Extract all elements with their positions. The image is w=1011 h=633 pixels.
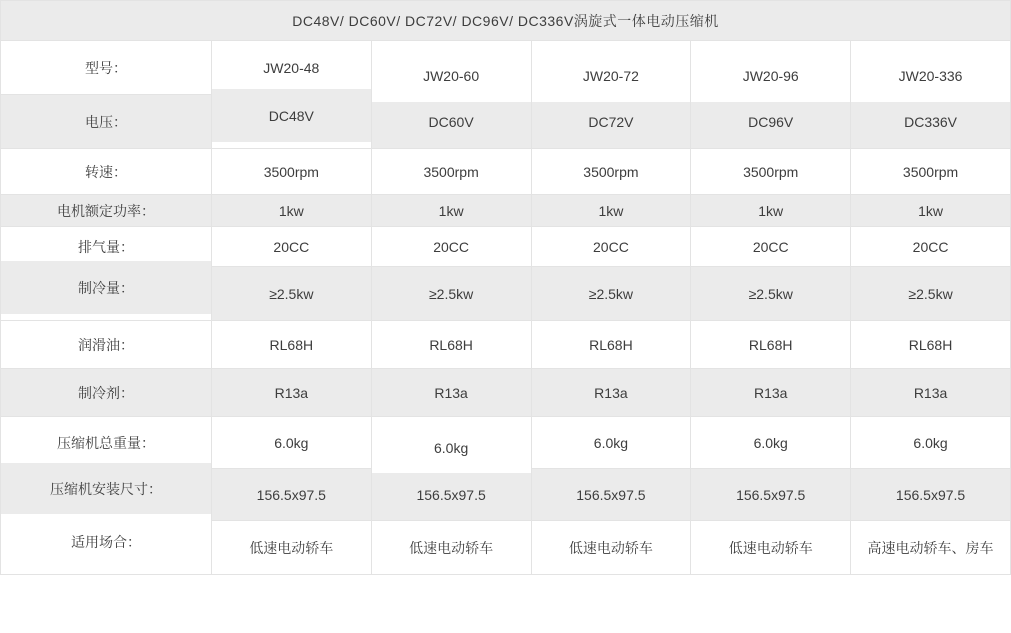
row-label: 适用场合： [1, 515, 212, 569]
row-value: 20CC [211, 227, 371, 267]
row-value: DC60V [371, 95, 531, 149]
row-value: 156.5x97.5 [851, 469, 1011, 521]
row-value: 低速电动轿车 [211, 521, 371, 575]
row-value: 156.5x97.5 [211, 469, 371, 521]
row-value: ≥2.5kw [691, 267, 851, 321]
row-value: 1kw [211, 195, 371, 227]
row-value: 低速电动轿车 [371, 521, 531, 575]
table-row [1, 417, 1011, 469]
row-value: RL68H [691, 321, 851, 369]
row-label: 排气量： [1, 227, 212, 267]
row-value: 20CC [691, 227, 851, 267]
row-value: R13a [851, 369, 1011, 417]
row-value: R13a [691, 369, 851, 417]
table-title: DC48V/ DC60V/ DC72V/ DC96V/ DC336V涡旋式一体电动压缩机 [1, 1, 1011, 41]
row-value: ≥2.5kw [371, 267, 531, 321]
row-value: 低速电动轿车 [531, 521, 691, 575]
row-value: R13a [211, 369, 371, 417]
row-value: RL68H [371, 321, 531, 369]
row-value: JW20-60 [371, 49, 531, 103]
row-value: 3500rpm [371, 149, 531, 195]
table-row [1, 521, 1011, 575]
row-value: 1kw [691, 195, 851, 227]
row-value: 3500rpm [851, 149, 1011, 195]
row-label: 压缩机安装尺寸： [1, 463, 212, 515]
row-value: JW20-72 [531, 49, 691, 103]
row-value: 6.0kg [371, 422, 531, 474]
row-value: ≥2.5kw [211, 267, 371, 321]
row-label: 电压： [1, 95, 212, 149]
row-value: 6.0kg [691, 417, 851, 469]
row-value: 20CC [371, 227, 531, 267]
row-value: DC72V [531, 95, 691, 149]
row-label: 制冷剂： [1, 369, 212, 417]
row-value: R13a [531, 369, 691, 417]
row-value: 156.5x97.5 [531, 469, 691, 521]
row-value: 高速电动轿车、房车 [851, 521, 1011, 575]
row-value: 3500rpm [531, 149, 691, 195]
row-label: 润滑油： [1, 321, 212, 369]
row-label: 电机额定功率： [1, 195, 212, 227]
row-value: RL68H [211, 321, 371, 369]
table-row [1, 149, 1011, 195]
row-value: ≥2.5kw [531, 267, 691, 321]
row-value: 1kw [371, 195, 531, 227]
table-title-row [1, 1, 1011, 41]
table-row [1, 267, 1011, 321]
row-value: 156.5x97.5 [371, 469, 531, 521]
row-value: 3500rpm [691, 149, 851, 195]
row-value: JW20-96 [691, 49, 851, 103]
table-row [1, 369, 1011, 417]
row-value: DC96V [691, 95, 851, 149]
table-row [1, 41, 1011, 95]
row-value: RL68H [531, 321, 691, 369]
row-label: 转速： [1, 149, 212, 195]
row-value: JW20-48 [211, 41, 371, 95]
row-label: 压缩机总重量： [1, 417, 212, 469]
table-row [1, 195, 1011, 227]
row-value: JW20-336 [851, 49, 1011, 103]
row-value: R13a [371, 369, 531, 417]
table-row [1, 95, 1011, 149]
table-row [1, 321, 1011, 369]
row-value: RL68H [851, 321, 1011, 369]
row-value: ≥2.5kw [851, 267, 1011, 321]
row-value: 1kw [851, 195, 1011, 227]
row-value: 20CC [531, 227, 691, 267]
row-label: 制冷量： [1, 261, 212, 315]
row-value: 6.0kg [211, 417, 371, 469]
row-value: DC48V [211, 89, 371, 143]
row-label: 型号： [1, 41, 212, 95]
row-value: 低速电动轿车 [691, 521, 851, 575]
row-value: 1kw [531, 195, 691, 227]
row-value: 6.0kg [851, 417, 1011, 469]
row-value: 20CC [851, 227, 1011, 267]
row-value: DC336V [851, 95, 1011, 149]
table-row [1, 469, 1011, 521]
row-value: 6.0kg [531, 417, 691, 469]
row-value: 3500rpm [211, 149, 371, 195]
row-value: 156.5x97.5 [691, 469, 851, 521]
